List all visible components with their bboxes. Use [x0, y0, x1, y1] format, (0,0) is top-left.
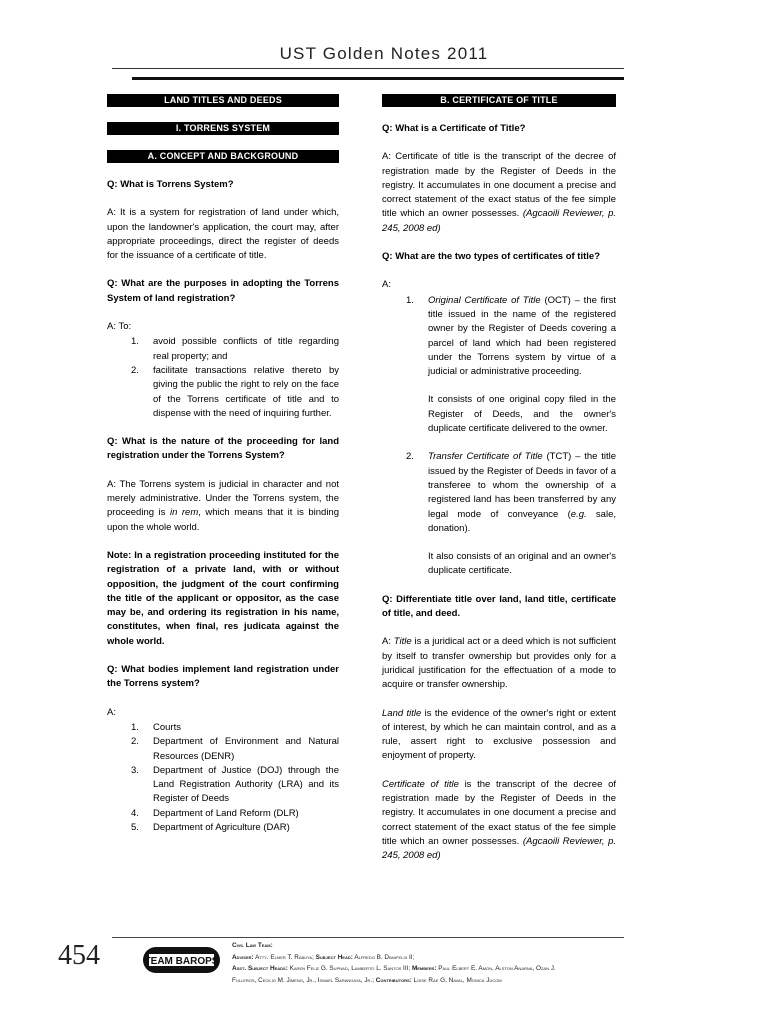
question-torrens: Q: What is Torrens System? — [107, 179, 234, 190]
question-two-types: Q: What are the two types of certificates of title? — [382, 251, 601, 263]
section-bar-land-titles: LAND TITLES AND DEEDS — [107, 94, 339, 107]
purposes-list — [107, 335, 339, 421]
header-rule-thin — [112, 68, 624, 69]
header-rule-thick — [132, 77, 624, 80]
list-item: 1. Original Certificate of Title (OCT) – the first title issued in the name of the registered owner by the Register of Deeds covering a parcel of land which had been registered under the Torrens system by virtue of a judicial or administrative proceeding. It consists of one original copy filed in the Register of Deeds, and the owner's duplicate certificate delivered to the owner. — [406, 294, 616, 435]
list-item: 1. avoid possible conflicts of title regarding real property; and — [131, 336, 339, 362]
list-item: 1. Courts — [131, 721, 181, 733]
certificate-types-list — [382, 294, 616, 579]
answer-certificate: A: Certificate of title is the transcript of the decree of registration made by the Register of Deeds in the registry. It accumulates in one document a precise and correct statement of the exact status of the fee simple title which an owner possesses. (Agcaoili Reviewer, p. 245, 2008 ed) — [382, 151, 616, 234]
section-bar-concept: A. CONCEPT AND BACKGROUND — [107, 150, 339, 163]
question-purposes: Q: What are the purposes in adopting the Torrens System of land registration? — [107, 278, 339, 304]
team-barops-logo — [143, 945, 220, 975]
list-item: 2. Department of Environment and Natural Resources (DENR) — [131, 736, 339, 762]
section-bar-torrens-system: I. TORRENS SYSTEM — [107, 122, 339, 135]
right-column — [382, 94, 616, 877]
answer-nature: A: The Torrens system is judicial in character and not merely administrative. Under the Torrens system, the proceeding is in rem, which means that it is binding upon the whole world. — [107, 478, 339, 533]
list-item: 5. Department of Agriculture (DAR) — [131, 821, 290, 833]
answer-torrens: A: It is a system for registration of land under which, upon the landowner's application, the court may, after appropriate proceedings, direct the register of deeds for the issuance of a certificate of title. — [107, 207, 339, 262]
list-item: 2. facilitate transactions relative thereto by giving the public the right to rely on the face of the Torrens certificate of title and to dispense with the need of inquiring further. — [131, 364, 339, 419]
credits-team-label: Civil Law Team: — [232, 942, 273, 949]
page-number: 454 — [58, 940, 100, 971]
question-nature: Q: What is the nature of the proceeding for land registration under the Torrens System? — [107, 436, 339, 462]
list-item: 4. Department of Land Reform (DLR) — [131, 807, 299, 819]
list-item: 2. Transfer Certificate of Title (TCT) – the title issued by the Register of Deeds in favor of a transferee to whom the ownership of a registered land has been transferred by any legal mode of conveyance (e.g. sale, donation). It also consists of an original and an owner's duplicate certificate. — [406, 451, 617, 577]
page-header-title: UST Golden Notes 2011 — [279, 44, 489, 63]
answer-certificate-of-title: Certificate of title is the transcript of the decree of registration made by the Register of Deeds in the registry. It accumulates in one document a precise and correct statement of the exact status of the fee simple title which an owner possesses. (Agcaoili Reviewer, p. 245, 2008 ed) — [382, 778, 616, 862]
logo-text: TEAM BAROPS — [144, 956, 219, 967]
credits-block: Civil Law Team: Adviser: Atty. Elmer T. Rabuya; Subject Head: Alfredo B. Dimafelix II; Asst. Subject Heads: Karen Feliz G. Supnad, Lamberto L. Santos III; Members: Paul Elbert E. Amon, Alston Anarna, Ozan J. Fulleros, Cecilio M. Jimeno, Jr., Ismael Sarangaya, Jr.; Contributors: Loise Rae G. Naval, Monica Jucom — [232, 942, 556, 984]
answer-bodies-label: A: — [107, 706, 116, 718]
section-bar-certificate: B. CERTIFICATE OF TITLE — [382, 94, 616, 107]
bodies-list — [107, 721, 339, 835]
answer-title: A: Title is a juridical act or a deed which is not sufficient by itself to transfer ownership but provides only for a juridical justification for the effectuation of a mode to acquire or transfer ownership. — [382, 636, 616, 691]
answer-land-title: Land title is the evidence of the owner's right or extent of interest, by which he can maintain control, and as a rule, assert right to exclusive possession and enjoyment of property. — [382, 707, 616, 762]
footer-rule — [112, 937, 624, 938]
list-item: 3. Department of Justice (DOJ) through the Land Registration Authority (LRA) and its Register of Deeds — [131, 764, 339, 805]
note-res-judicata: Note: In a registration proceeding instituted for the registration of a private land, with or without opposition, the judgment of the court confirming the title of the applicant or oppositor, as the case may be, and ordering its registration in his name, constitutes, when final, res judicata against the whole world. — [107, 549, 339, 647]
left-column — [107, 94, 339, 849]
question-differentiate: Q: Differentiate title over land, land title, certificate of title, and deed. — [382, 593, 616, 620]
question-certificate: Q: What is a Certificate of Title? — [382, 123, 526, 134]
question-bodies: Q: What bodies implement land registration under the Torrens system? — [107, 664, 339, 690]
answer-purposes-label: A: To: — [107, 321, 132, 333]
answer-two-types-label: A: — [382, 279, 391, 291]
